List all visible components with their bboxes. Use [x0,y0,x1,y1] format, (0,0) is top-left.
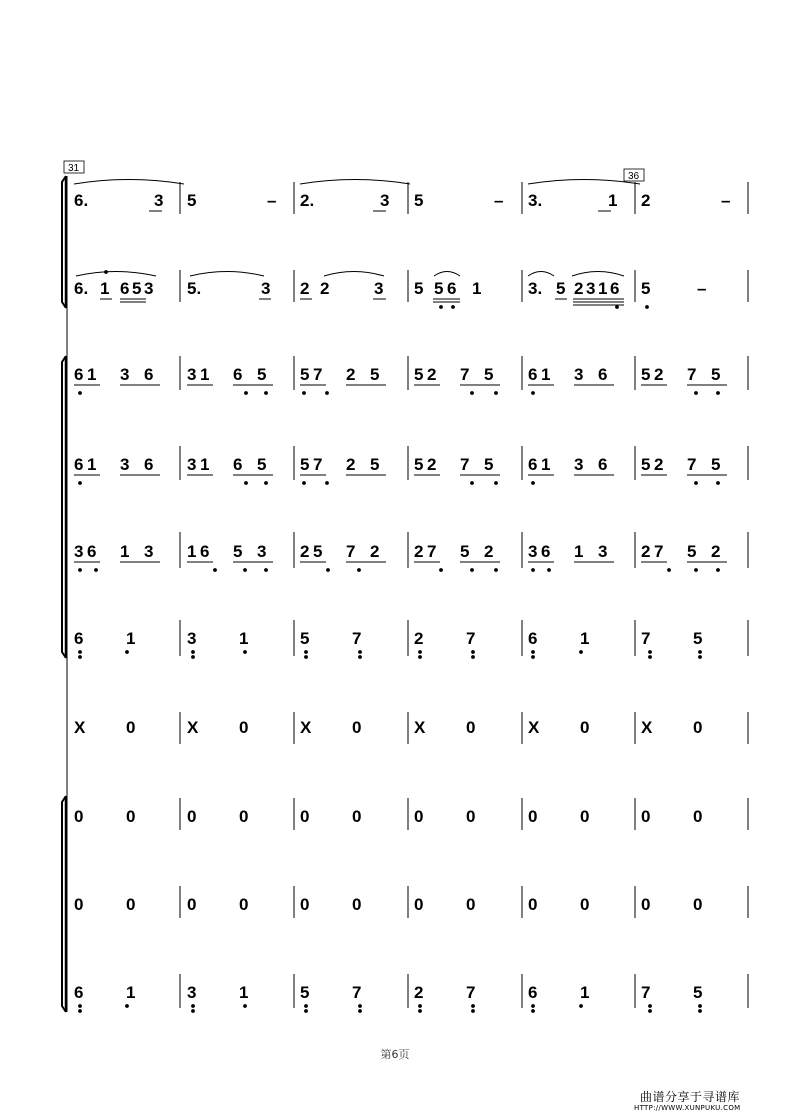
barlines [180,182,748,1008]
staff-9-note: 0 [126,895,136,914]
staff-3-note: 7 [687,365,697,384]
staff-2-note: 6 [120,279,130,298]
staff-2-note: 6 [610,279,620,298]
staff-9-note: 0 [466,895,476,914]
measure-number-36 [624,169,644,182]
octave-dot [214,569,217,572]
staff-7-note: 0 [352,718,362,737]
staff-6-note: 3 [187,629,197,648]
staff-5-note: 1 [120,542,130,561]
staff-8-note: 0 [641,807,651,826]
octave-dot [265,482,268,485]
octave-dot [303,392,306,395]
octave-dot [359,656,362,659]
staff-4-note: 5 [641,455,651,474]
octave-dot [244,569,247,572]
staff-9-note: 0 [74,895,84,914]
octave-dot [79,1005,82,1008]
octave-dot [326,482,329,485]
staff-5-note: 2 [414,542,424,561]
slur [528,272,554,277]
staff-8-note: 0 [528,807,538,826]
staff-3-note: 6 [233,365,243,384]
notation-marks [74,180,727,1013]
staff-4-note: 5 [370,455,380,474]
staff-5-note: 3 [144,542,154,561]
staff-6-note: 1 [580,629,590,648]
staff-1-note: 2. [300,191,315,210]
measure-number-label: 36 [628,171,640,182]
octave-dot [471,569,474,572]
octave-dot [695,482,698,485]
staff-8-note: 0 [693,807,703,826]
staff-3-note: 2 [346,365,356,384]
octave-dot [79,482,82,485]
slur [300,180,410,185]
octave-dot [532,656,535,659]
staff-2-note: 3 [261,279,271,298]
octave-dot [419,1005,422,1008]
octave-dot [359,1010,362,1013]
staff-2-note: 6. [74,279,89,298]
staff-4-note: 5 [300,455,310,474]
staff-10-note: 7 [466,983,476,1002]
octave-dot [532,1005,535,1008]
staff-6-note: 1 [239,629,249,648]
octave-dot [717,569,720,572]
staff-5-note: 5 [687,542,697,561]
octave-dot [326,392,329,395]
staff-2-note: 3 [586,279,596,298]
octave-dot [192,1010,195,1013]
staff-10-note: 6 [74,983,84,1002]
staff-1-note: – [267,191,277,210]
staff-1-note: 3 [154,191,164,210]
octave-dot [649,1005,652,1008]
octave-dot [580,1005,583,1008]
staff-5-note: 1 [187,542,197,561]
staff-10-note: 1 [580,983,590,1002]
octave-dot [452,306,455,309]
staff-1-note: 3 [380,191,390,210]
staff-3-note: 6 [74,365,84,384]
octave-dot [472,1005,475,1008]
staff-3-note: 5 [370,365,380,384]
octave-dot [245,392,248,395]
staff-9-note: 0 [641,895,651,914]
slur [324,272,384,277]
staff-10-note: 1 [126,983,136,1002]
staff-2-note: 6 [447,279,457,298]
octave-dot [245,482,248,485]
staff-10-note: 5 [300,983,310,1002]
staff-9-note: 0 [414,895,424,914]
staff-6-note: 5 [300,629,310,648]
staff-7-note: X [300,718,312,737]
octave-dot [649,1010,652,1013]
watermark-url: HTTP://WWW.XUNPUKU.COM [634,1104,741,1112]
staff-5-note: 2 [641,542,651,561]
octave-dot [532,569,535,572]
staff-3-note: 3 [574,365,584,384]
staff-1-note: 3. [528,191,543,210]
staff-5-note: 3 [528,542,538,561]
staff-4-note: 5 [257,455,267,474]
staff-5-note: 2 [711,542,721,561]
staff-1-note: 6. [74,191,89,210]
octave-dot [359,651,362,654]
staff-3-note: 1 [200,365,210,384]
staff-2-note: 1 [472,279,482,298]
staff-6-note: 7 [466,629,476,648]
octave-dot [472,651,475,654]
staff-3-note: 5 [300,365,310,384]
staff-9-note: 0 [300,895,310,914]
slur [190,272,264,277]
watermark-title: 曲谱分享于寻谱库 [640,1090,741,1104]
octave-dot [95,569,98,572]
staff-3-note: 1 [541,365,551,384]
staff-3-note: 2 [427,365,437,384]
staff-4-note: 2 [654,455,664,474]
octave-dot [303,482,306,485]
staff-10-note: 1 [239,983,249,1002]
staff-5-note: 1 [574,542,584,561]
staff-3-note: 7 [313,365,323,384]
staff-2-note: 3 [144,279,154,298]
staff-4-note: 7 [687,455,697,474]
staff-4-note: 7 [313,455,323,474]
staff-4-note: 1 [87,455,97,474]
octave-dot [471,392,474,395]
octave-dot [244,1005,247,1008]
octave-dot [699,1005,702,1008]
octave-dot [472,656,475,659]
octave-dot [192,651,195,654]
staff-9-note: 0 [580,895,590,914]
staff-9-note: 0 [528,895,538,914]
staff-6-note: 6 [74,629,84,648]
staff-3-note: 6 [598,365,608,384]
octave-dot [548,569,551,572]
staff-4-note: 3 [574,455,584,474]
staff-7-note: 0 [580,718,590,737]
staff-7-note: 0 [239,718,249,737]
staff-3-note: 5 [484,365,494,384]
staff-8-note: 0 [74,807,84,826]
octave-dot [699,1010,702,1013]
staff-7-note: X [528,718,540,737]
octave-dot [616,306,619,309]
staff-2-note: 5. [187,279,202,298]
octave-dot [699,651,702,654]
staff-4-note: 6 [528,455,538,474]
staff-3-note: 3 [120,365,130,384]
staff-4-note: 6 [74,455,84,474]
octave-dot [419,651,422,654]
staff-2-note: 5 [132,279,142,298]
staff-5-note: 6 [541,542,551,561]
staff-2-note: 2 [300,279,310,298]
octave-dot [532,651,535,654]
staff-2-note: 2 [574,279,584,298]
staff-5-note: 2 [300,542,310,561]
octave-dot [79,569,82,572]
staff-8-note: 0 [300,807,310,826]
octave-dot [668,569,671,572]
staff-5-note: 6 [87,542,97,561]
octave-dot [79,1010,82,1013]
staff-7-note: 0 [466,718,476,737]
octave-dot [265,392,268,395]
staff-4-note: 6 [598,455,608,474]
staff-3-note: 3 [187,365,197,384]
staff-4-note: 2 [427,455,437,474]
slur [528,180,640,185]
staff-8-note: 0 [187,807,197,826]
staff-5-note: 5 [313,542,323,561]
slur [76,272,156,277]
octave-dot [126,651,129,654]
staff-4-note: 5 [711,455,721,474]
slur [434,272,460,277]
staff-6-note: 7 [352,629,362,648]
staff-3-note: 6 [144,365,154,384]
staff-2-note: 1 [598,279,608,298]
staff-5-note: 3 [257,542,267,561]
staff-4-note: 1 [541,455,551,474]
staff-7-note: X [74,718,86,737]
octave-dot [327,569,330,572]
staff-6-note: 1 [126,629,136,648]
staff-2-note: 3 [374,279,384,298]
staff-4-note: 3 [120,455,130,474]
staff-5-note: 3 [74,542,84,561]
octave-dot [358,569,361,572]
staff-5-note: 5 [460,542,470,561]
octave-dot [126,1005,129,1008]
staff-4-note: 2 [346,455,356,474]
octave-dot [532,482,535,485]
staff-2-note: 2 [320,279,330,298]
octave-dot [192,656,195,659]
staff-4-note: 7 [460,455,470,474]
staff-6-note: 2 [414,629,424,648]
staff-2-note: 5 [434,279,444,298]
staff-4-note: 5 [414,455,424,474]
octave-dot [695,569,698,572]
staff-8-note: 0 [580,807,590,826]
octave-dot [79,656,82,659]
staff-6-note: 5 [693,629,703,648]
staff-7-note: X [641,718,653,737]
octave-dot [305,1010,308,1013]
staff-5-note: 7 [427,542,437,561]
staff-8-note: 0 [239,807,249,826]
notes-layer [74,191,730,1002]
staff-10-note: 5 [693,983,703,1002]
staff-5-note: 7 [346,542,356,561]
octave-dot [717,482,720,485]
staff-2-note: – [697,279,707,298]
staff-7-note: 0 [693,718,703,737]
octave-dot [646,306,649,309]
octave-dot [532,392,535,395]
measure-number-31 [64,161,84,174]
staff-8-note: 0 [414,807,424,826]
staff-5-note: 2 [370,542,380,561]
staff-3-note: 5 [711,365,721,384]
staff-10-note: 7 [352,983,362,1002]
octave-dot [359,1005,362,1008]
octave-dot [79,651,82,654]
staff-2-note: 1 [100,279,110,298]
slur [74,180,184,185]
octave-dot [265,569,268,572]
octave-dot [305,656,308,659]
staff-1-note: 5 [187,191,197,210]
octave-dot [471,482,474,485]
octave-dot [419,1010,422,1013]
staff-1-note: – [494,191,504,210]
staff-9-note: 0 [352,895,362,914]
staff-3-note: 5 [257,365,267,384]
staff-3-note: 5 [641,365,651,384]
staff-10-note: 3 [187,983,197,1002]
staff-1-note: 5 [414,191,424,210]
staff-8-note: 0 [126,807,136,826]
staff-3-note: 5 [414,365,424,384]
staff-10-note: 7 [641,983,651,1002]
staff-1-note: 2 [641,191,651,210]
staff-7-note: 0 [126,718,136,737]
staff-2-note: 3. [528,279,543,298]
slur [572,272,624,277]
staff-6-note: 6 [528,629,538,648]
staff-5-note: 3 [598,542,608,561]
staff-2-note: 5 [556,279,566,298]
measure-number-label: 31 [68,163,80,174]
staff-4-note: 6 [233,455,243,474]
staff-8-note: 0 [352,807,362,826]
staff-5-note: 5 [233,542,243,561]
staff-9-note: 0 [239,895,249,914]
staff-9-note: 0 [187,895,197,914]
staff-4-note: 6 [144,455,154,474]
staff-5-note: 7 [654,542,664,561]
octave-dot [649,656,652,659]
octave-dot [244,651,247,654]
staff-10-note: 2 [414,983,424,1002]
octave-dot [695,392,698,395]
octave-dot [495,392,498,395]
octave-dot [472,1010,475,1013]
octave-dot [79,392,82,395]
staff-3-note: 7 [460,365,470,384]
octave-dot [717,392,720,395]
octave-dot [580,651,583,654]
staff-4-note: 3 [187,455,197,474]
octave-dot [440,569,443,572]
staff-4-note: 1 [200,455,210,474]
octave-dot [440,306,443,309]
page-number: 第6页 [380,1048,410,1061]
octave-dot [649,651,652,654]
staff-5-note: 2 [484,542,494,561]
staff-3-note: 1 [87,365,97,384]
staff-9-note: 0 [693,895,703,914]
staff-6-note: 7 [641,629,651,648]
octave-dot [495,569,498,572]
staff-7-note: X [187,718,199,737]
octave-dot [305,1005,308,1008]
staff-1-note: – [721,191,731,210]
staff-2-note: 5 [641,279,651,298]
staff-1-note: 1 [608,191,618,210]
octave-dot [192,1005,195,1008]
octave-dot [105,271,108,274]
octave-dot [532,1010,535,1013]
staff-5-note: 6 [200,542,210,561]
staff-8-note: 0 [466,807,476,826]
octave-dot [419,656,422,659]
staff-2-note: 5 [414,279,424,298]
staff-10-note: 6 [528,983,538,1002]
octave-dot [495,482,498,485]
staff-4-note: 5 [484,455,494,474]
staff-7-note: X [414,718,426,737]
system-brackets [62,176,67,1012]
octave-dot [699,656,702,659]
staff-3-note: 2 [654,365,664,384]
octave-dot [305,651,308,654]
staff-3-note: 6 [528,365,538,384]
